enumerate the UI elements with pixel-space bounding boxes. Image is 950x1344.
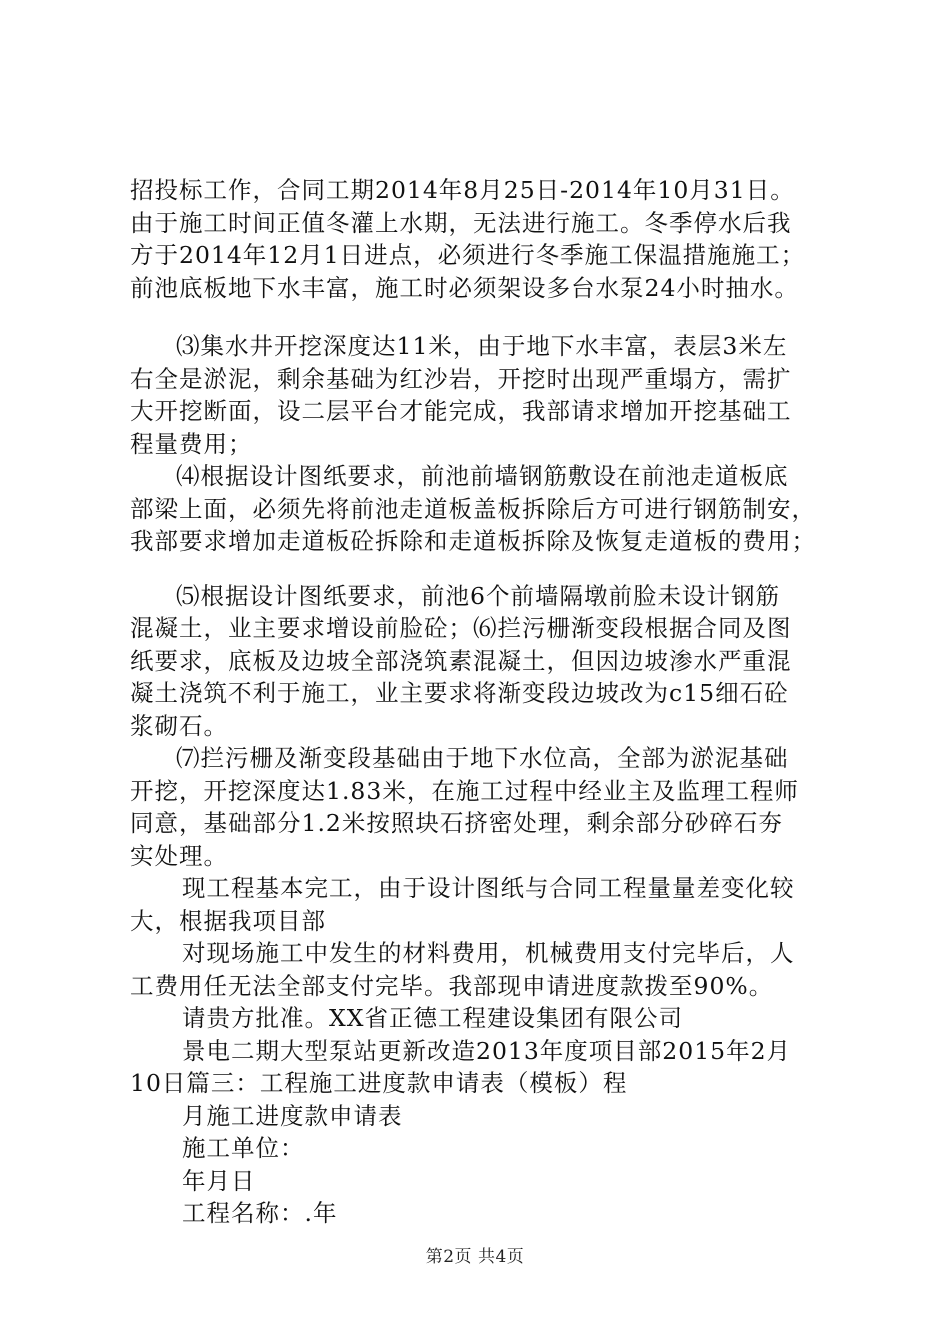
- text-line: 工费用任无法全部支付完毕。我部现申请进度款拨至90%。: [130, 971, 774, 1000]
- text-line: 同意，基础部分1.2米按照块石挤密处理，剩余部分砂碎石夯: [130, 809, 783, 837]
- text-line: 大，根据我项目部: [130, 906, 326, 935]
- text-line: 浆砌石。: [130, 711, 228, 740]
- text-line: 我部要求增加走道板砼拆除和走道板拆除及恢复走道板的费用；: [130, 527, 816, 555]
- text-line: 混凝土，业主要求增设前脸砼；⑹拦污栅渐变段根据合同及图: [130, 614, 792, 642]
- text-line: 凝土浇筑不利于施工，业主要求将渐变段边坡改为c15细石砼: [130, 679, 789, 707]
- text-line: 招投标工作，合同工期2014年8月25日-2014年10月31日。: [130, 176, 795, 204]
- page-number: 第2页 共4页: [425, 1247, 525, 1267]
- paragraph-5-start: ⑸根据设计图纸要求，前池6个前墙隔墩前脸未设计钢筋: [176, 581, 780, 610]
- approval-request-line: 请贵方批准。XX省正德工程建设集团有限公司: [182, 1004, 683, 1032]
- document-body: [130, 174, 842, 1230]
- text-line: 方于2014年12月1日进点，必须进行冬季施工保温措施施工；: [130, 241, 806, 269]
- text-line: 程量费用；: [130, 429, 253, 458]
- form-title: 月施工进度款申请表: [182, 1101, 403, 1130]
- text-line: 由于施工时间正值冬灌上水期，无法进行施工。冬季停水后我: [130, 208, 792, 237]
- paragraph-3-start: ⑶集水井开挖深度达11米，由于地下水丰富，表层3米左: [176, 332, 788, 360]
- paragraph-start: 现工程基本完工，由于设计图纸与合同工程量量差变化较: [182, 874, 795, 902]
- text-line: 开挖，开挖深度达1.83米，在施工过程中经业主及监理工程师: [130, 776, 799, 805]
- form-field-project-name: 工程名称：.年: [182, 1199, 338, 1227]
- text-line: 大开挖断面，设二层平台才能完成，我部请求增加开挖基础工: [130, 397, 792, 425]
- form-field-contractor: 施工单位：: [182, 1134, 305, 1162]
- text-line: 右全是淤泥，剩余基础为红沙岩，开挖时出现严重塌方，需扩: [130, 364, 792, 393]
- paragraph-start: 对现场施工中发生的材料费用，机械费用支付完毕后，人: [182, 939, 795, 967]
- text-line: 部梁上面，必须先将前池走道板盖板拆除后方可进行钢筋制安，: [130, 494, 816, 523]
- text-line: 前池底板地下水丰富，施工时必须架设多台水泵24小时抽水。: [130, 273, 799, 302]
- signature-line: 景电二期大型泵站更新改造2013年度项目部2015年2月: [182, 1036, 792, 1065]
- text-line: 10日篇三：工程施工进度款申请表（模板）程: [130, 1069, 628, 1097]
- paragraph-4-start: ⑷根据设计图纸要求，前池前墙钢筋敷设在前池走道板底: [176, 462, 789, 490]
- text-line: 实处理。: [130, 841, 228, 870]
- form-field-date: 年月日: [182, 1166, 256, 1195]
- paragraph-7-start: ⑺拦污栅及渐变段基础由于地下水位高，全部为淤泥基础: [176, 744, 789, 772]
- text-line: 纸要求，底板及边坡全部浇筑素混凝土，但因边坡渗水严重混: [130, 646, 792, 675]
